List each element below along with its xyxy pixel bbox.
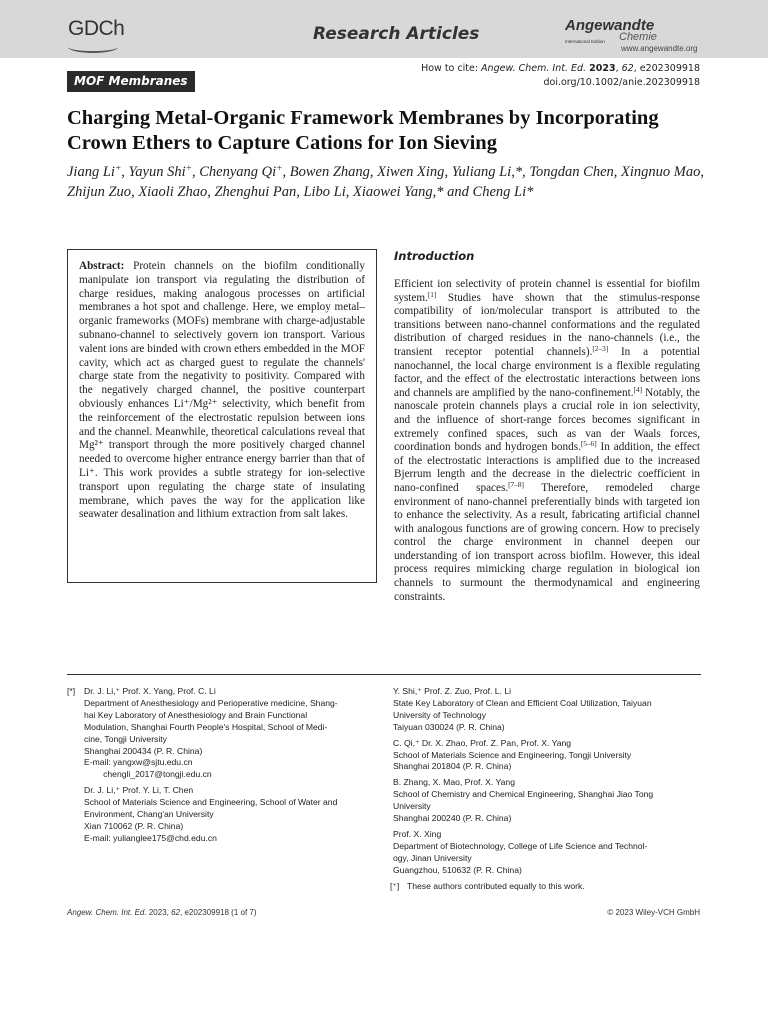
affiliation-line: C. Qi,⁺ Dr. X. Zhao, Prof. Z. Pan, Prof. X. Yang bbox=[393, 737, 572, 748]
affiliations-left bbox=[67, 686, 387, 849]
author-list: Jiang Li+, Yayun Shi+, Chenyang Qi+, Bowen Zhang, Xiwen Xing, Yuliang Li,*, Tongdan Chen, Xingnuo Mao, Zhijun Zuo, Xiaoli Zhao, Zhenghui Pan, Libo Li, Xiaowei Yang,* and Cheng Li* bbox=[67, 163, 705, 200]
author-name: Cheng Li* bbox=[472, 183, 534, 200]
doi-link[interactable]: doi.org/10.1002/anie.202309918 bbox=[543, 77, 700, 88]
journal-url[interactable]: www.angewandte.org bbox=[621, 44, 698, 53]
introduction-heading: Introduction bbox=[394, 249, 475, 263]
section-title: Research Articles bbox=[313, 24, 480, 44]
citation-reference[interactable]: [1] bbox=[427, 290, 437, 299]
email-address[interactable]: E-mail: yangxw@sjtu.edu.cn bbox=[84, 757, 193, 768]
affiliation-line: hai Key Laboratory of Anesthesiology and Brain Functional bbox=[84, 709, 308, 720]
affiliation-divider bbox=[67, 674, 701, 675]
affiliation-line: Dr. J. Li,⁺ Prof. X. Yang, Prof. C. Li bbox=[84, 686, 216, 696]
affiliation-line: Shanghai 200434 (P. R. China) bbox=[84, 745, 203, 756]
affiliation-line: Environment, Chang'an University bbox=[84, 809, 214, 820]
journal-edition: International Edition bbox=[565, 39, 605, 44]
author-name: Chenyang Qi+ bbox=[199, 163, 283, 180]
affiliations-right bbox=[390, 686, 703, 893]
author-name: Libo Li bbox=[303, 183, 346, 200]
abstract-label: Abstract: bbox=[79, 260, 125, 272]
author-name: Xiaoli Zhao bbox=[138, 183, 208, 200]
footer-copyright: © 2023 Wiley-VCH GmbH bbox=[607, 908, 700, 917]
author-name: Xiwen Xing bbox=[377, 164, 445, 180]
affiliation-entry bbox=[393, 829, 703, 877]
journal-subtitle: Chemie bbox=[619, 31, 657, 43]
affiliation-entry bbox=[84, 785, 387, 845]
affiliation-line: Shanghai 200240 (P. R. China) bbox=[393, 813, 512, 824]
author-name: Tongdan Chen bbox=[529, 164, 614, 180]
article-title: Charging Metal-Organic Framework Membranes by Incorporating Crown Ethers to Capture Cations for Ion Sieving bbox=[67, 107, 659, 154]
email-address[interactable]: E-mail: yulianglee175@chd.edu.cn bbox=[84, 832, 217, 843]
affiliation-line: School of Materials Science and Engineering, Tongji University bbox=[393, 749, 632, 760]
affiliation-line: State Key Laboratory of Clean and Efficient Coal Utilization, Taiyuan bbox=[393, 697, 652, 708]
topic-badge: MOF Membranes bbox=[67, 71, 195, 92]
citation-block bbox=[421, 62, 700, 90]
affiliation-line: School of Materials Science and Engineering, School of Water and bbox=[84, 797, 338, 808]
journal-name: Angewandte bbox=[565, 17, 655, 34]
affiliation-line: B. Zhang, X. Mao, Prof. X. Yang bbox=[393, 777, 515, 788]
author-name: Yayun Shi+ bbox=[128, 163, 192, 180]
affiliation-line: School of Chemistry and Chemical Engineering, Shanghai Jiao Tong bbox=[393, 789, 654, 800]
equal-contribution-note: [⁺] These authors contributed equally to this work. bbox=[390, 880, 585, 891]
affiliation-line: Department of Anesthesiology and Perioperative medicine, Shang- bbox=[84, 697, 338, 708]
abstract-body: Protein channels on the biofilm conditionally manipulate ion transport via regulating the distribution of charge residues, making analogous processes on artificial membranes a hot spot and challenge. Here, we employ metal–organic frameworks (MOFs) membrane with charge-adjustable subnano-channel to selectively govern ion transport. Various valent ions are binded with crown ethers embedded in the MOF cavity, which act as charged guest to regulate the channels' charge state from the negativity to positivity. Compared with the negatively charged channel, the positive counterpart obviously enhances Li⁺/Mg²⁺ selectivity, which benefit from the reinforcement of the electrostatic repulsion between ions and the channel. Meanwhile, theoretical calculations reveal that Mg²⁺ transport through the more positively charged channel needed to overcome higher entrance energy barrier than that of Li⁺. This work provides a subtle strategy for ion-selective transport upon regulating the charge state of insulating membrane, which paves the way for the application like seawater desalination and lithium extraction from salt lakes. bbox=[79, 260, 366, 521]
journal-header-bar bbox=[0, 0, 768, 58]
affiliation-entry bbox=[393, 686, 703, 734]
citation-reference[interactable]: [2–3] bbox=[592, 344, 609, 353]
gdch-logo: GDCh bbox=[68, 17, 124, 41]
affiliation-line: cine, Tongji University bbox=[84, 733, 167, 744]
author-name: Yuliang Li,* bbox=[451, 164, 523, 180]
affiliation-line: ogy, Jinan University bbox=[393, 852, 472, 863]
angewandte-logo bbox=[565, 17, 698, 53]
abstract-text bbox=[79, 260, 365, 522]
affiliation-entry bbox=[84, 686, 387, 781]
affiliation-line: Modulation, Shanghai Fourth People's Hospital, School of Medi- bbox=[84, 721, 328, 732]
citation-reference[interactable]: [5–6] bbox=[580, 440, 597, 449]
equal-contribution-marker: [⁺] bbox=[390, 880, 400, 891]
affiliation-line: Shanghai 201804 (P. R. China) bbox=[393, 761, 512, 772]
affiliation-marker: [*] bbox=[67, 686, 76, 696]
introduction-text: Efficient ion selectivity of protein channel is essential for biofilm system.[1] Studies have shown that the stimulus-response compatibility of ion/molecular transport is attributed to the transitions between nano-channel conformations and the regulated distribution of charged residues in the nano-channels (i.e., the transient receptor potential channels).[2–3] In a potential nanochannel, the local charge environment is a flexible regulating factor, and the effect of the electrostatic interactions between ions and channels are amplified by the nano-confinement.[4] Notably, the nanoscale protein channels plays a crucial role in ion selectivity, and the influence of short-range forces becomes significant in extremely confined spaces, such as van der Waals forces, coordination bonds and hydrogen bonds.[5–6] In addition, the effect of the electrostatic interactions is amplified due to the increased Bjerrum length and the decrease in the dielectric coefficient in nano-confined spaces.[7–8] Therefore, remodeled charge environment of nano-channel preferentially binds with targeted ion to enhance the selectivity. As a result, fabricating artificial channel with analogous functions are of growing concern. How to precisely control the charge environment in channel deepen our understanding of ion transport across biofilm. However, this ideal process requires mimicking charge regulation in biological ion channels to surmount the thermodynamical and engineering constraints. bbox=[394, 278, 700, 603]
author-name: Zhenghui Pan bbox=[214, 183, 297, 200]
author-name: Xingnuo Mao bbox=[621, 164, 701, 180]
affiliation-line: Prof. X. Xing bbox=[393, 828, 442, 839]
affiliation-entry bbox=[393, 738, 703, 774]
affiliation-line: Dr. J. Li,⁺ Prof. Y. Li, T. Chen bbox=[84, 785, 194, 796]
abstract-box bbox=[67, 249, 377, 583]
citation-reference[interactable]: [4] bbox=[633, 385, 642, 394]
author-name: Bowen Zhang bbox=[289, 164, 370, 180]
affiliation-line: University bbox=[393, 801, 431, 812]
email-address[interactable]: chengli_2017@tongji.edu.cn bbox=[84, 769, 212, 780]
how-to-cite-line: How to cite: Angew. Chem. Int. Ed. 2023, 62, e202309918 bbox=[421, 63, 700, 74]
affiliation-line: Xian 710062 (P. R. China) bbox=[84, 820, 184, 831]
author-name: Xiaowei Yang,* bbox=[353, 183, 444, 200]
footer-citation: Angew. Chem. Int. Ed. 2023, 62, e202309918 (1 of 7) bbox=[67, 908, 257, 917]
affiliation-line: University of Technology bbox=[393, 709, 486, 720]
affiliation-line: Y. Shi,⁺ Prof. Z. Zuo, Prof. L. Li bbox=[393, 686, 512, 696]
affiliation-line: Guangzhou, 510632 (P. R. China) bbox=[393, 864, 522, 875]
affiliation-entry bbox=[393, 777, 703, 825]
citation-reference[interactable]: [7–8] bbox=[508, 480, 524, 489]
affiliation-line: Taiyuan 030024 (P. R. China) bbox=[393, 721, 505, 732]
author-name: Zhijun Zuo bbox=[67, 183, 132, 200]
affiliation-line: Department of Biotechnology, College of Life Science and Technol- bbox=[393, 840, 648, 851]
author-name: Jiang Li+ bbox=[67, 163, 122, 180]
